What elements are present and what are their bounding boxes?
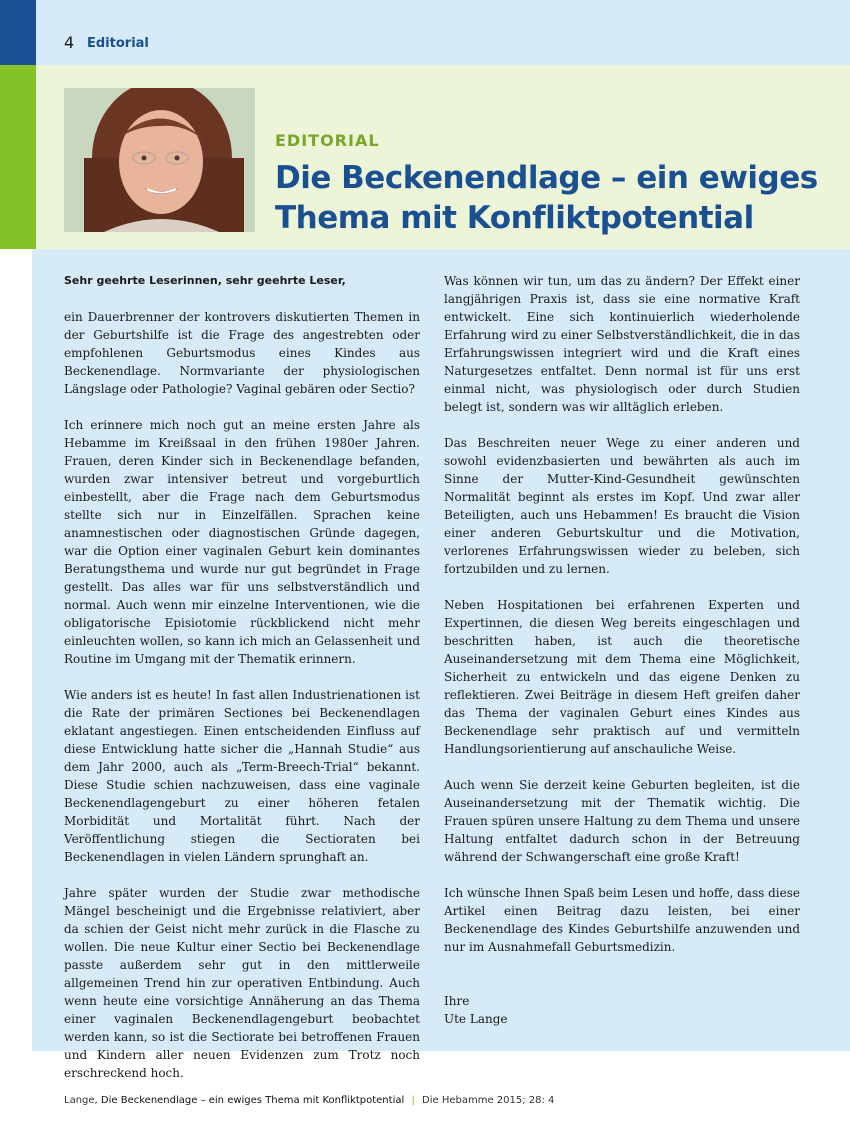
footer-journal: Die Hebamme 2015; 28: 4 [422, 1095, 555, 1106]
section-label: Editorial [87, 36, 149, 51]
header-color-tab [0, 0, 36, 65]
header-band [0, 0, 850, 65]
paragraph: Neben Hospitationen bei erfahrenen Experten und Expertinnen, die diesen Weg bereits eingeschlagen und beschritten haben, ist auch die theoretische Auseinandersetzung mit dem Thema eine Möglichkeit, Sicherheit zu entwickeln und das eigene Denken zu reflektieren. Zwei Beiträge in diesem Heft greifen daher das Thema der vaginalen Geburt eines Kindes aus Beckenendlage sehr praktisch auf und vermitteln Handlungsorientierung auf anschauliche Weise. [444, 598, 800, 756]
paragraph: ein Dauerbrenner der kontrovers diskutierten Themen in der Geburtshilfe ist die Frage des angestrebten oder empfohlenen Geburtsmodus eines Kindes aus Beckenendlage. Normvariante der physiologischen Längslage oder Pathologie? Vaginal gebären oder Sectio? [64, 310, 420, 396]
paragraph: Jahre später wurden der Studie zwar methodische Mängel bescheinigt und die Ergebnisse relativiert, aber da schien der Geist nicht mehr zurück in die Flasche zu wollen. Die neue Kultur einer Sectio bei Beckenendlage passte außerdem sehr gut in den mittlerweile allgemeinen Trend hin zur operativen Entbindung. Auch wenn heute eine vorsichtige Annäherung an das Thema einer vaginalen Beckenendlagengeburt beobachtet werden kann, so ist die Sectiorate bei betroffenen Frauen und Kindern aller neuen Evidenzen zum Trotz noch erschreckend hoch. [64, 886, 420, 1080]
paragraph: Auch wenn Sie derzeit keine Geburten begleiten, ist die Auseinandersetzung mit der Thematik wichtig. Die Frauen spüren unsere Haltung zu dem Thema und unsere Haltung entfaltet dadurch schon in der Betreuung während der Schwangerschaft eine große Kraft! [444, 778, 800, 864]
paragraph: Wie anders ist es heute! In fast allen Industrienationen ist die Rate der primären Sectiones bei Beckenendlagen eklatant angestiegen. Einen entscheidenden Einfluss auf diese Entwicklung hatte sicher die „Hannah Studie“ aus dem Jahr 2000, auch als „Term-Breech-Trial“ bekannt. Diese Studie schien nachzuweisen, dass eine vaginale Beckenendlagengeburt zu einer höheren fetalen Morbidität und Mortalität führt. Nach der Veröffentlichung stiegen die Sectioraten bei Beckenendlagen in vielen Ländern sprunghaft an. [64, 688, 420, 864]
column-left [64, 272, 420, 1100]
footer-author: Lange, [64, 1095, 98, 1106]
article-title: Die Beckenendlage – ein ewiges Thema mit Konfliktpotential [275, 160, 818, 236]
title-color-tab [0, 65, 36, 249]
author-photo [64, 88, 255, 232]
salutation: Sehr geehrte Leserinnen, sehr geehrte Leser, [64, 274, 346, 287]
author-name: Ute Lange [444, 1012, 508, 1026]
closing-greeting: Ihre [444, 994, 470, 1008]
paragraph: Das Beschreiten neuer Wege zu einer anderen und sowohl evidenzbasierten und bewährten als auch im Sinne der Mutter-Kind-Gesundheit gewünschten Normalität beginnt als erstes im Kopf. Und zwar aller Beteiligten, auch uns Hebammen! Es braucht die Vision einer anderen Geburtskultur und die Motivation, verlorenes Erfahrungswissen wieder zu beleben, sich fortzubilden und zu lernen. [444, 436, 800, 576]
footer-title: Die Beckenendlage – ein ewiges Thema mit Konfliktpotential [100, 1095, 405, 1106]
paragraph: Was können wir tun, um das zu ändern? Der Effekt einer langjährigen Praxis ist, dass sie eine normative Kraft entwickelt. Eine sich kontinuierlich wiederholende Erfahrung wird zu einer Selbstverständlichkeit, die in das Erfahrungswissen integriert wird und die Kraft eines Naturgesetzes entfaltet. Denn normal ist für uns erst einmal nicht, was physiologisch oder durch Studien belegt ist, sondern was wir alltäglich erleben. [444, 274, 800, 414]
footer-citation [64, 1095, 554, 1106]
column-right [444, 272, 800, 1046]
paragraph: Ich wünsche Ihnen Spaß beim Lesen und hoffe, dass diese Artikel einen Beitrag dazu leisten, bei einer Beckenendlage des Kindes Geburtshilfe anzuwenden und nur im Ausnahmefall Geburtsmedizin. [444, 886, 800, 954]
footer-separator: | [411, 1095, 415, 1106]
page-number: 4 [64, 33, 75, 52]
paragraph: Ich erinnere mich noch gut an meine ersten Jahre als Hebamme im Kreißsaal in den frühen 1980er Jahren. Frauen, deren Kinder sich in Beckenendlage befanden, wurden zwar intensiver betreut und vorgeburtlich einbestellt, aber die Frage nach dem Geburtsmodus stellte sich nur in Einzelfällen. Sprachen keine anamnestischen oder diagnostischen Gründe dagegen, war die Option einer vaginalen Geburt kein dominantes Beratungsthema und wurde nur gut begründet in Frage gestellt. Das alles war für uns selbstverständlich und normal. Auch wenn mir einzelne Interventionen, wie die obligatorische Episiotomie rückblickend nicht mehr einleuchten wollen, so kann ich mich an Gelassenheit und Routine im Umgang mit der Thematik erinnern. [64, 418, 420, 666]
article-kicker: EDITORIAL [275, 131, 380, 150]
closing [444, 992, 800, 1028]
